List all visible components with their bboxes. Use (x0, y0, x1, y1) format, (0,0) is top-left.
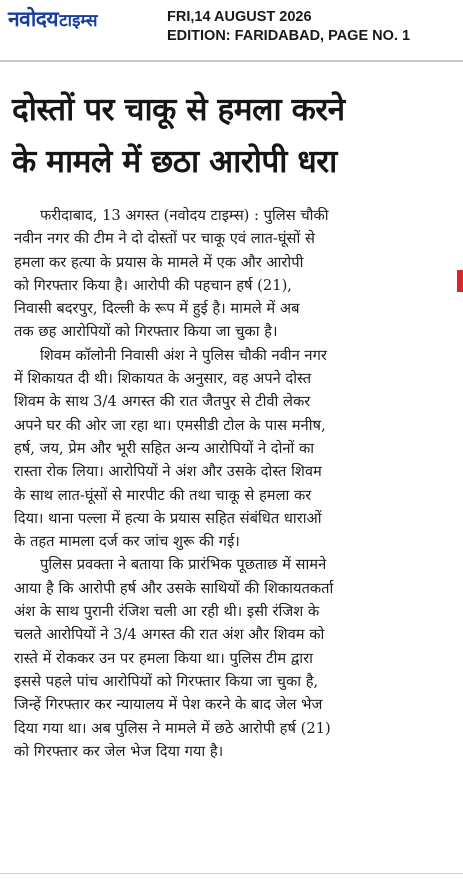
body-line: को गिरफ्तार किया है। आरोपी की पहचान हर्ष (21), (14, 276, 292, 294)
body-line: में शिकायत दी थी। शिकायत के अनुसार, वह अपने दोस्त (14, 370, 312, 388)
body-line: शिवम के साथ 3/4 अगस्त की रात जैतपुर से टीवी लेकर (14, 393, 311, 411)
body-line: रास्ते में रोककर उन पर हमला किया था। पुलिस टीम द्वारा (14, 649, 313, 667)
edition-info: EDITION: FARIDABAD, PAGE NO. 1 (167, 28, 411, 44)
article-body (14, 204, 451, 763)
body-line: निवासी बदरपुर, दिल्ली के रूप में हुई है। मामले में अब (14, 300, 300, 318)
body-line: रास्ता रोक लिया। आरोपियों ने अंश और उसके दोस्त शिवम (14, 463, 322, 481)
dateline (167, 8, 410, 46)
logo-sub-text: टाइम्स (59, 11, 98, 31)
page-bottom-rule (0, 873, 463, 874)
issue-date: FRI,14 AUGUST 2026 (167, 9, 312, 25)
body-line: फरीदाबाद, 13 अगस्त (नवोदय टाइम्स) : पुलिस चौकी (40, 207, 329, 224)
body-line: दिया। थाना पल्ला में हत्या के प्रयास सहित संबंधित धाराओं (14, 509, 322, 527)
headline-line: दोस्तों पर चाकू से हमला करने (12, 92, 345, 128)
body-line: के तहत मामला दर्ज कर जांच शुरू की गई। (14, 533, 240, 551)
body-line: को गिरफ्तार कर जेल भेज दिया गया है। (14, 742, 224, 760)
adjacent-column-red-marker (457, 270, 463, 292)
masthead-divider (0, 60, 463, 62)
body-line: हमला कर हत्या के प्रयास के मामले में एक और आरोपी (14, 253, 304, 271)
body-line: पुलिस प्रवक्ता ने बताया कि प्रारंभिक पूछताछ में सामने (40, 556, 327, 574)
body-line: तक छह आरोपियों को गिरफ्तार किया जा चुका है। (14, 323, 278, 341)
headline-line: के मामले में छठा आरोपी धरा (12, 144, 337, 180)
body-line: हर्ष, जय, प्रेम और भूरी सहित अन्य आरोपियों ने दोनों का (14, 439, 315, 457)
body-line: चलते आरोपियों ने 3/4 अगस्त की रात अंश और शिवम को (14, 626, 325, 644)
body-line: जिन्हें गिरफ्तार कर न्यायालय में पेश करने के बाद जेल भेज (14, 696, 323, 714)
masthead (0, 0, 463, 58)
body-line: अंश के साथ पुरानी रंजिश चली आ रही थी। इसी रंजिश के (14, 603, 320, 621)
body-line: दिया गया था। अब पुलिस ने मामले में छठे आरोपी हर्ष (21) (14, 719, 331, 737)
body-line: शिवम कॉलोनी निवासी अंश ने पुलिस चौकी नवीन नगर (40, 346, 327, 364)
newspaper-logo (8, 6, 140, 32)
body-line: आया है कि आरोपी हर्ष और उसके साथियों की शिकायतकर्ता (14, 579, 334, 597)
body-line: नवीन नगर की टीम ने दो दोस्तों पर चाकू एवं लात-घूंसों से (14, 230, 315, 248)
article-headline (12, 84, 452, 188)
body-line: के साथ लात-घूंसों से मारपीट की तथा चाकू से हमला कर (14, 486, 312, 504)
logo-main-text: नवोदय (8, 7, 59, 31)
body-line: अपने घर की ओर जा रहा था। एमसीडी टोल के पास मनीष, (14, 416, 326, 434)
body-line: इससे पहले पांच आरोपियों को गिरफ्तार किया जा चुका है, (14, 672, 319, 690)
adjacent-column-edge (455, 0, 463, 879)
